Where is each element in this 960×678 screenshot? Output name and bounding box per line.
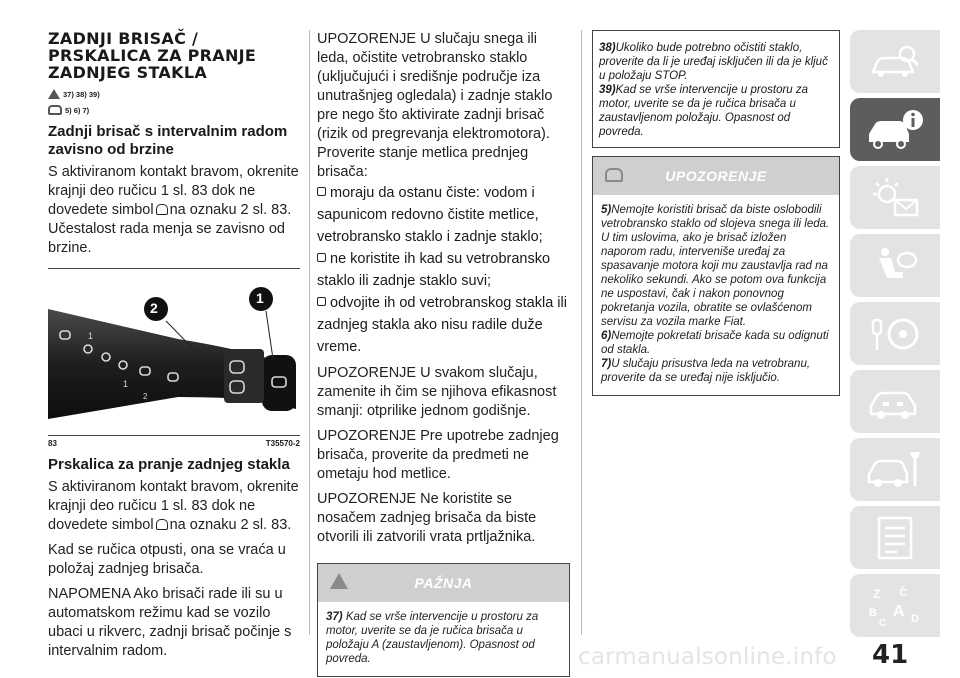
attention-box bbox=[317, 563, 570, 677]
page-number: 41 bbox=[872, 640, 909, 670]
svg-text:D: D bbox=[911, 612, 919, 625]
warning-replace-blades: UPOZORENJE U svakom slučaju, zamenite ih čim se njihova efikasnost smanji: otprilike jednom godišnje. bbox=[317, 365, 557, 419]
watermark: carmanualsonline.info bbox=[578, 644, 837, 670]
attention-body: 37) Kad se vrše intervencije u prostoru za motor, uverite se da je ručica brisača u položaju A (zaustavljenom). Opasnost od povreda. bbox=[326, 611, 539, 665]
figure-code: T35570-2 bbox=[265, 439, 300, 448]
warning-references: 37) 38) 39) bbox=[48, 89, 300, 99]
car-caution-icon bbox=[48, 105, 62, 115]
warning-wiper-arm: UPOZORENJE Ne koristite se nosačem zadnjeg brisača da biste otvorili ili zatvorili vrata prtljažnika. bbox=[317, 491, 537, 545]
car-info-icon bbox=[863, 106, 927, 154]
svg-text:A: A bbox=[893, 602, 905, 620]
tab-key-steering[interactable] bbox=[850, 302, 940, 365]
figure-callout-2: 2 bbox=[150, 300, 158, 316]
attention-title: PAŽNJA bbox=[414, 575, 473, 591]
car-search-icon bbox=[863, 38, 927, 86]
section-rear-washer-release: Kad se ručica otpusti, ona se vraća u položaj zadnjeg brisača. bbox=[48, 542, 286, 577]
rear-wiper-symbol-icon bbox=[156, 204, 168, 215]
section-interval-wiper-text: S aktiviranom kontakt bravom, okrenite krajnji deo ručicu 1 sl. 83 dok ne dovedete simbol na oznaku 2 sl. 83. Učestalost rada menja se zavisno od brzine. bbox=[48, 164, 299, 256]
warning-triangle-icon bbox=[330, 573, 348, 589]
stalk-figure bbox=[48, 268, 300, 436]
tab-car-breakdown[interactable] bbox=[850, 370, 940, 433]
warning-title: UPOZORENJE bbox=[665, 168, 767, 184]
section-heading-rear-washer: Prskalica za pranje zadnjeg stakla bbox=[48, 456, 290, 473]
warning-body: 5)Nemojte koristiti brisač da biste oslobodili vetrobransko staklo od slojeva snega ili leda. U tim uslovima, ako je brisač izložen naporom radu, interveniše uređaj za spasavanje motora koji mu zaustavlja rad na nekoliko sekundi. Ako se potom ova funkcija ne uspostavi, čak i nakon ponovnog pokretanja vozila, obratite se ovlašćenom servisu za vozila marke Fiat. 6)Nemojte pokretati brisače kada su odignuti od stakla. 7)U slučaju prisustva leda na vetrobranu, proverite da se uređaj nije isključio. bbox=[601, 204, 830, 384]
svg-text:1: 1 bbox=[123, 379, 129, 389]
chapter-title-line-1: ZADNJI BRISAČ / bbox=[48, 29, 199, 48]
figure-number: 83 bbox=[48, 439, 57, 448]
tab-car-info[interactable] bbox=[850, 98, 940, 161]
note-38: Ukoliko bude potrebno očistiti staklo, proverite da li je uređaj isključen ili da je ključ u položaju STOP. bbox=[599, 42, 828, 82]
svg-text:C: C bbox=[879, 617, 887, 629]
checkbox-bullet-icon bbox=[317, 253, 326, 262]
column-2 bbox=[317, 30, 570, 677]
tab-document-list[interactable] bbox=[850, 506, 940, 569]
note-39: Kad se vrše intervencije u prostoru za motor, uverite se da je ručica brisača u zaustavljenom položaju. Opasnost od povreda. bbox=[599, 84, 809, 138]
svg-text:B: B bbox=[869, 606, 877, 619]
car-service-icon bbox=[863, 446, 927, 494]
note-6: Nemojte pokretati brisače kada su odignuti od stakla. bbox=[601, 330, 829, 356]
tab-airbag-seat[interactable] bbox=[850, 234, 940, 297]
bullet-not-dry: ne koristite ih kad su vetrobransko staklo ili zadnje staklo suvi; bbox=[317, 251, 551, 289]
key-steering-icon bbox=[863, 310, 927, 358]
alphabet-index-icon bbox=[863, 582, 927, 630]
column-divider bbox=[309, 30, 310, 635]
warning-header bbox=[593, 157, 839, 195]
column-1 bbox=[48, 30, 300, 661]
warning-snow-ice: UPOZORENJE U slučaju snega ili leda, očistite vetrobransko staklo (uključujući i središnje područje iza unutrašnjeg ogledala) i zadnje staklo pre nego što aktivirate zadnji brisač (rizik od pregrevanja elektromotora). Proverite stanje metlica prednjeg brisača: bbox=[317, 31, 553, 180]
attention-continuation-box: 38)Ukoliko bude potrebno očistiti staklo, proverite da li je uređaj isključen ili da je ključ u položaju STOP. 39)Kad se vrše intervencije u prostoru za motor, uverite se da je ručica brisača u zaustavljenom položaju. Opasnost od povreda. bbox=[592, 30, 840, 148]
caution-references: 5) 6) 7) bbox=[48, 105, 300, 115]
car-breakdown-icon bbox=[863, 378, 927, 426]
warning-check-obstacles: UPOZORENJE Pre upotrebe zadnjeg brisača, proverite da predmeti ne ometaju hod metlice. bbox=[317, 428, 559, 482]
section-rear-washer-text: S aktiviranom kontakt bravom, okrenite krajnji deo ručicu 1 sl. 83 dok ne dovedete simbol na oznaku 2 sl. 83. bbox=[48, 479, 299, 533]
bullet-detach: odvojite ih od vetrobranskog stakla ili zadnjeg stakla ako nisu radile duže vreme. bbox=[317, 295, 567, 355]
airbag-seat-icon bbox=[863, 242, 927, 290]
chapter-title-line-2: PRSKALICA ZA PRANJE bbox=[48, 46, 257, 65]
warning-lights-icon bbox=[863, 174, 927, 222]
svg-text:Z: Z bbox=[873, 586, 881, 601]
section-heading-interval-wiper: Zadnji brisač s intervalnim radom zavisno od brzine bbox=[48, 123, 288, 158]
checkbox-bullet-icon bbox=[317, 297, 326, 306]
chapter-title-line-3: ZADNJEG STAKLA bbox=[48, 63, 207, 82]
note-7: U slučaju prisustva leda na vetrobranu, proverite da se uređaj nije isključio. bbox=[601, 358, 811, 384]
chapter-title bbox=[48, 30, 300, 81]
svg-text:2: 2 bbox=[143, 392, 148, 401]
attention-header bbox=[318, 564, 569, 602]
svg-text:Č: Č bbox=[899, 586, 907, 599]
note-5: Nemojte koristiti brisač da biste oslobodili vetrobransko staklo od slojeva snega ili leda. U tim uslovima, ako je brisač izložen naporom radu, interveniše uređaj za spasavanje motora koji mu zaustavlja rad na nekoliko sekundi. Ako se potom ova funkcija ne uspostavi, čak i nakon ponovnog pokretanja vozila, obratite se ovlašćenom servisu za vozila marke Fiat. bbox=[601, 204, 830, 328]
chapter-tabs bbox=[850, 30, 940, 642]
figure-caption bbox=[48, 439, 300, 448]
tab-alphabet-index[interactable] bbox=[850, 574, 940, 637]
document-list-icon bbox=[863, 514, 927, 562]
warning-box bbox=[592, 156, 840, 396]
tab-car-search[interactable] bbox=[850, 30, 940, 93]
warning-triangle-icon bbox=[48, 89, 60, 99]
column-divider bbox=[581, 30, 582, 635]
checkbox-bullet-icon bbox=[317, 187, 326, 196]
svg-text:1: 1 bbox=[88, 331, 94, 341]
tab-warning-lights[interactable] bbox=[850, 166, 940, 229]
rear-washer-symbol-icon bbox=[156, 519, 168, 530]
column-3 bbox=[592, 30, 840, 396]
figure-callout-1: 1 bbox=[256, 290, 264, 306]
note-reverse-gear: NAPOMENA Ako brisači rade ili su u automatskom režimu kad se vozilo ubaci u rikverc, zadnji brisač počinje s intervalnim radom. bbox=[48, 586, 292, 659]
bullet-keep-clean: moraju da ostanu čiste: vodom i sapunicom redovno čistite metlice, vetrobransko staklo i zadnje staklo; bbox=[317, 185, 543, 245]
tab-car-service[interactable] bbox=[850, 438, 940, 501]
car-caution-icon bbox=[605, 168, 623, 182]
